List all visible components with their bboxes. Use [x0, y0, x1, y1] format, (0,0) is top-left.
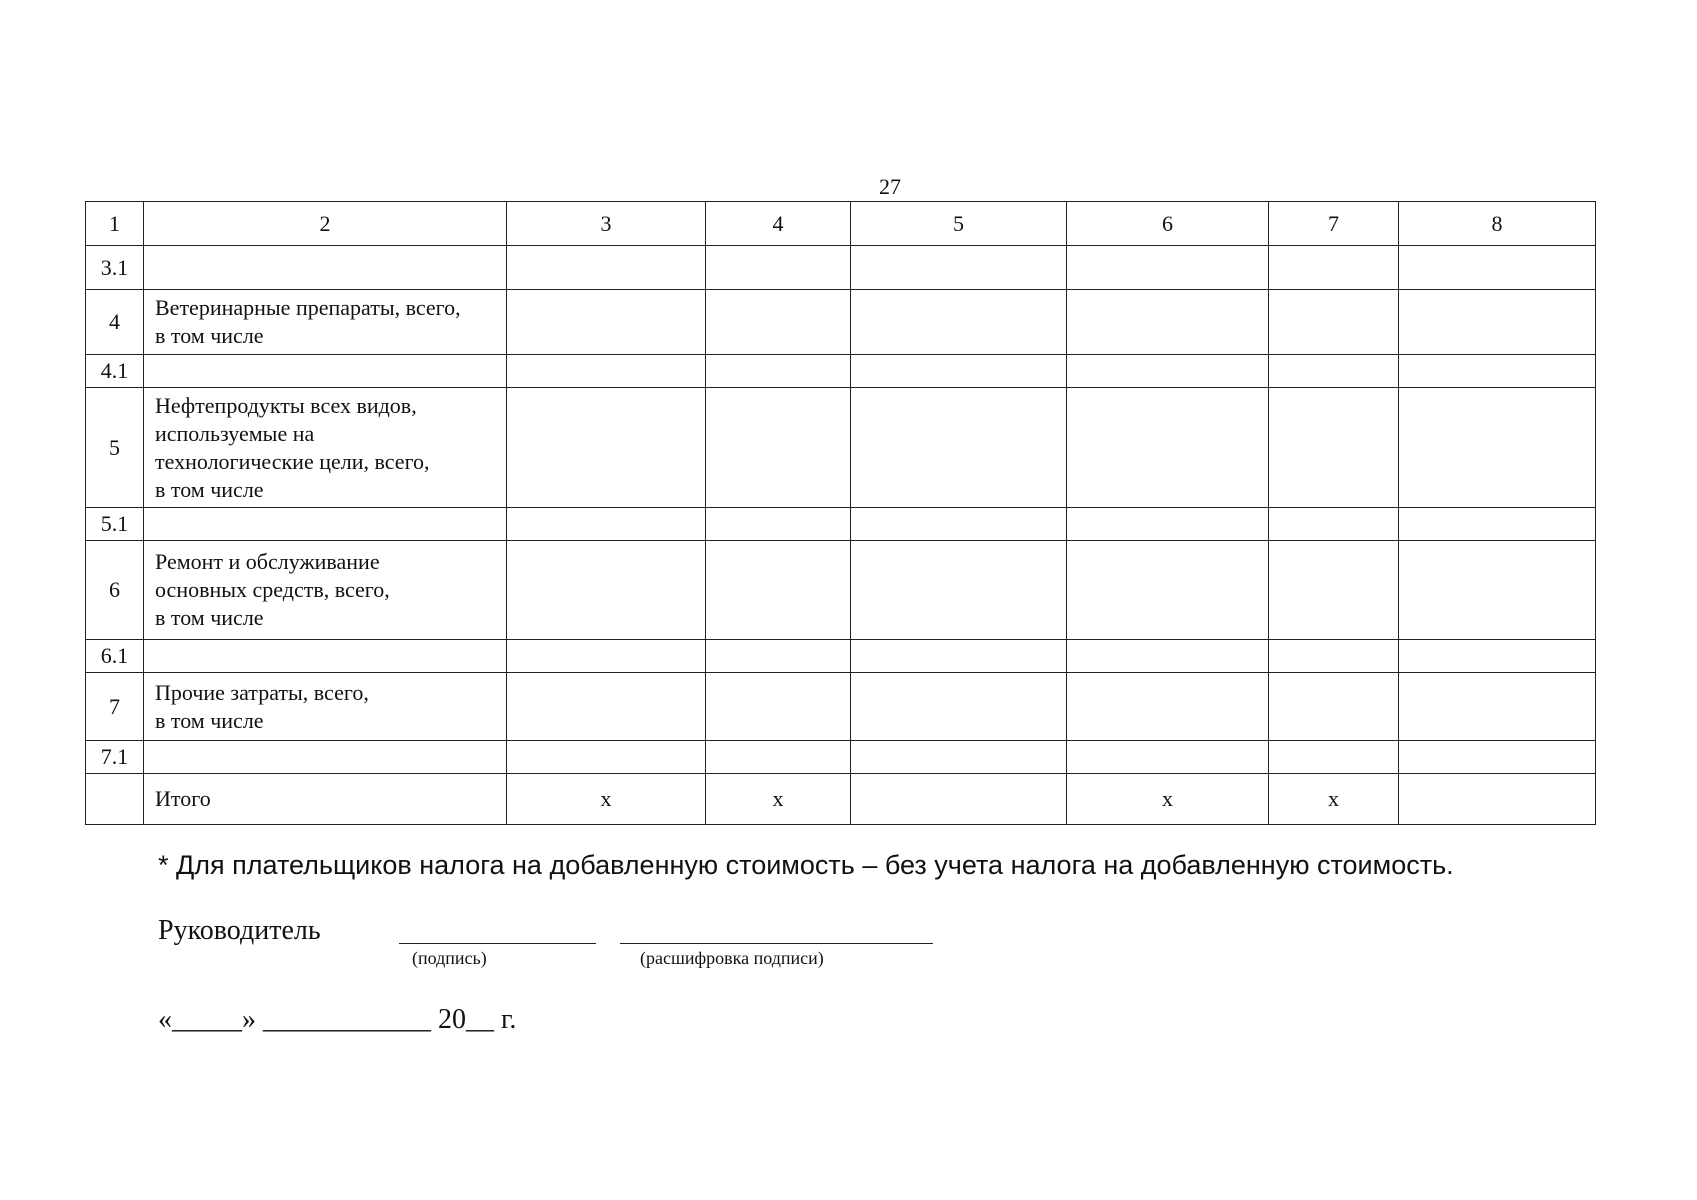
value-cell	[706, 355, 851, 388]
row-name-cell	[144, 541, 507, 640]
footnote: * Для плательщиков налога на добавленную стоимость – без учета налога на добавленную стоимость.	[158, 850, 1454, 880]
signature-caption: (подпись)	[412, 948, 487, 968]
header-cell: 4	[706, 202, 851, 246]
value-cell	[1399, 640, 1596, 673]
value-cell	[1399, 290, 1596, 355]
date-line: «_____» ____________ 20__ г.	[158, 1004, 517, 1035]
value-cell	[507, 640, 706, 673]
table-row	[86, 774, 1596, 825]
value-cell	[1067, 388, 1269, 508]
value-cell	[1269, 355, 1399, 388]
value-cell	[851, 290, 1067, 355]
value-cell	[1399, 741, 1596, 774]
value-cell	[851, 388, 1067, 508]
value-cell	[1269, 246, 1399, 290]
row-name-line: в том числе	[155, 476, 264, 502]
value-cell: x	[706, 774, 851, 825]
table-row	[86, 508, 1596, 541]
row-name-cell	[144, 508, 507, 541]
header-cell: 3	[507, 202, 706, 246]
header-cell: 2	[144, 202, 507, 246]
value-cell	[851, 541, 1067, 640]
value-cell	[1067, 246, 1269, 290]
value-cell	[1269, 388, 1399, 508]
row-name-line: в том числе	[155, 605, 264, 630]
value-cell	[1269, 673, 1399, 741]
value-cell	[851, 640, 1067, 673]
table-row	[86, 640, 1596, 673]
value-cell	[1269, 508, 1399, 541]
value-cell	[851, 355, 1067, 388]
value-cell	[706, 673, 851, 741]
signature-decryption-caption: (расшифровка подписи)	[640, 948, 824, 968]
value-cell	[851, 774, 1067, 825]
value-cell	[1399, 774, 1596, 825]
value-cell	[1067, 508, 1269, 541]
row-number-cell: 6.1	[86, 640, 144, 673]
value-cell	[1399, 541, 1596, 640]
table-row	[86, 355, 1596, 388]
table-row	[86, 388, 1596, 508]
signature-line	[399, 943, 596, 944]
value-cell	[1269, 290, 1399, 355]
value-cell	[1269, 640, 1399, 673]
value-cell	[507, 508, 706, 541]
row-name-line: Нефтепродукты всех видов,	[155, 392, 417, 418]
row-number-cell: 3.1	[86, 246, 144, 290]
manager-label: Руководитель	[158, 915, 321, 946]
value-cell	[1067, 640, 1269, 673]
value-cell	[507, 246, 706, 290]
value-cell	[706, 640, 851, 673]
row-number-cell: 5.1	[86, 508, 144, 541]
value-cell	[706, 290, 851, 355]
header-cell: 7	[1269, 202, 1399, 246]
value-cell	[706, 388, 851, 508]
row-number-cell: 7.1	[86, 741, 144, 774]
header-cell: 8	[1399, 202, 1596, 246]
value-cell	[1399, 355, 1596, 388]
row-name-cell	[144, 741, 507, 774]
header-cell: 1	[86, 202, 144, 246]
table-row	[86, 246, 1596, 290]
value-cell: x	[1269, 774, 1399, 825]
value-cell	[1067, 290, 1269, 355]
value-cell	[1399, 508, 1596, 541]
value-cell	[507, 541, 706, 640]
value-cell	[851, 673, 1067, 741]
value-cell	[706, 508, 851, 541]
value-cell	[507, 290, 706, 355]
table-row	[86, 741, 1596, 774]
value-cell	[851, 741, 1067, 774]
row-name-line: используемые на	[155, 420, 315, 446]
header-row	[86, 202, 1596, 246]
table-row	[86, 290, 1596, 355]
value-cell	[706, 741, 851, 774]
row-name-line: Итого	[155, 786, 211, 811]
row-number-cell: 4	[86, 290, 144, 355]
row-name-line: основных средств, всего,	[155, 577, 390, 602]
signature-decryption-line	[620, 943, 933, 944]
value-cell	[1269, 541, 1399, 640]
value-cell	[851, 246, 1067, 290]
row-number-cell: 7	[86, 673, 144, 741]
value-cell	[1399, 246, 1596, 290]
value-cell	[706, 541, 851, 640]
row-name-cell	[144, 246, 507, 290]
value-cell: x	[1067, 774, 1269, 825]
row-name-line: в том числе	[155, 323, 264, 348]
value-cell	[507, 741, 706, 774]
value-cell	[1399, 388, 1596, 508]
table-row	[86, 673, 1596, 741]
value-cell	[1399, 673, 1596, 741]
row-name-cell	[144, 355, 507, 388]
value-cell	[851, 508, 1067, 541]
row-name-cell	[144, 388, 507, 508]
value-cell	[1269, 741, 1399, 774]
row-number-cell	[86, 774, 144, 825]
row-name-line: технологические цели, всего,	[155, 448, 430, 474]
row-number-cell: 5	[86, 388, 144, 508]
header-cell: 6	[1067, 202, 1269, 246]
row-name-cell	[144, 673, 507, 741]
form-table	[85, 201, 1596, 825]
table-body	[86, 202, 1596, 825]
row-name-line: Ветеринарные препараты, всего,	[155, 295, 461, 320]
value-cell: x	[507, 774, 706, 825]
row-name-line: Ремонт и обслуживание	[155, 549, 380, 574]
value-cell	[1067, 541, 1269, 640]
header-cell: 5	[851, 202, 1067, 246]
page-number: 27	[879, 174, 901, 199]
value-cell	[1067, 741, 1269, 774]
value-cell	[1067, 673, 1269, 741]
row-name-line: Прочие затраты, всего,	[155, 679, 369, 705]
row-name-cell	[144, 640, 507, 673]
row-name-cell	[144, 774, 507, 825]
row-number-cell: 6	[86, 541, 144, 640]
row-name-line: в том числе	[155, 707, 264, 733]
value-cell	[706, 246, 851, 290]
value-cell	[1067, 355, 1269, 388]
value-cell	[507, 673, 706, 741]
table-row	[86, 541, 1596, 640]
row-number-cell: 4.1	[86, 355, 144, 388]
value-cell	[507, 355, 706, 388]
row-name-cell	[144, 290, 507, 355]
value-cell	[507, 388, 706, 508]
